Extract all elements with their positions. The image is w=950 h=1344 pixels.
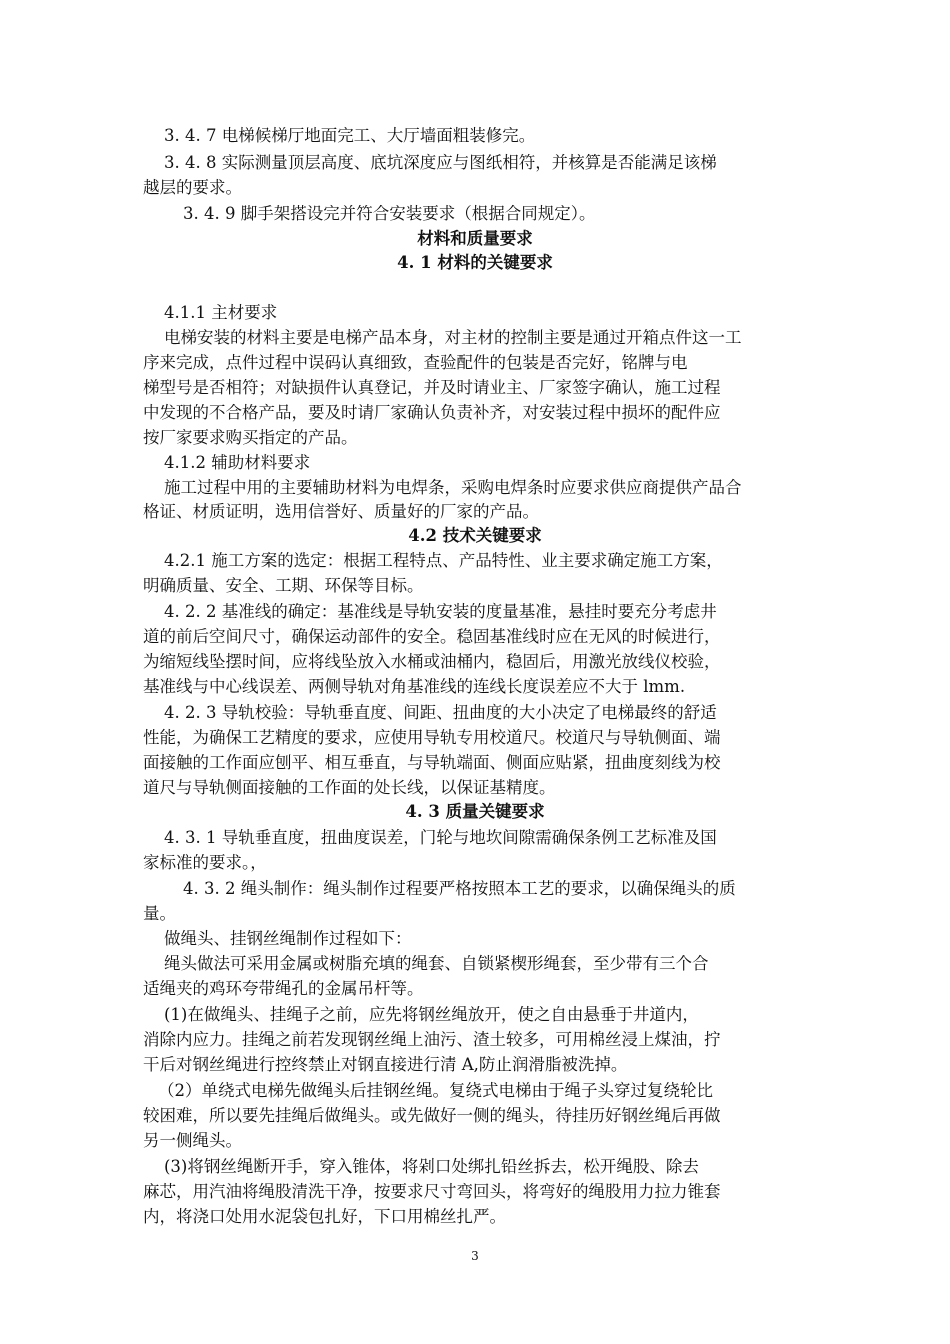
paragraph-line: 明确质量、安全、工期、环保等目标。	[143, 576, 424, 595]
paragraph-line: 做绳头、挂钢丝绳制作过程如下：	[164, 929, 412, 948]
section-heading-4-2: 4.2 技术关键要求	[408, 526, 542, 545]
paragraph-line: 施工过程中用的主要辅助材料为电焊条，采购电焊条时应要求供应商提供产品合	[164, 478, 742, 497]
subheading-4-1-1: 4.1.1 主材要求	[164, 303, 278, 322]
paragraph-line: 面接触的工作面应刨平、相互垂直，与导轨端面、侧面应贴紧，扭曲度刻线为校	[143, 753, 721, 772]
clause-3-4-7: 3. 4. 7 电梯候梯厅地面完工、大厅墙面粗装修完。	[164, 126, 536, 145]
paragraph-line: 干后对钢丝绳进行控终禁止对钢直接进行清 A,防止润滑脂被洗掉。	[143, 1055, 628, 1074]
paragraph-line: 中发现的不合格产品，要及时请厂家确认负责补齐，对安装过程中损坏的配件应	[143, 403, 721, 422]
clause-3-4-9: 3. 4. 9 脚手架搭设完并符合安装要求（根据合同规定）。	[183, 204, 596, 223]
paragraph-line: 为缩短线坠摆时间，应将线坠放入水桶或油桶内，稳固后，用激光放线仪校验，	[143, 652, 721, 671]
clause-4-3-2: 4. 3. 2 绳头制作：绳头制作过程要严格按照本工艺的要求，以确保绳头的质	[183, 879, 736, 898]
paragraph-line: 消除内应力。挂绳之前若发现钢丝绳上油污、渣土较多，可用棉丝浸上煤油，拧	[143, 1030, 721, 1049]
clause-4-2-1: 4.2.1 施工方案的选定：根据工程特点、产品特性、业主要求确定施工方案，	[164, 551, 723, 570]
page-number: 3	[471, 1249, 479, 1263]
section-heading-4-1: 4. 1 材料的关键要求	[397, 253, 553, 272]
clause-3-4-8: 3. 4. 8 实际测量顶层高度、底坑深度应与图纸相符，并核算是否能满足该梯	[164, 153, 717, 172]
paragraph-line: 序来完成，点件过程中误码认真细致，查验配件的包装是否完好，铭牌与电	[143, 353, 688, 372]
clause-4-2-3: 4. 2. 3 导轨校验：导轨垂直度、间距、扭曲度的大小决定了电梯最终的舒适	[164, 703, 717, 722]
clause-4-3-1: 4. 3. 1 导轨垂直度，扭曲度误差，门轮与地坎间隙需确保条例工艺标准及国	[164, 828, 717, 847]
step-1: (1)在做绳头、挂绳子之前，应先将钢丝绳放开，使之自由悬垂于井道内，	[164, 1005, 699, 1024]
section-heading-materials-quality: 材料和质量要求	[417, 229, 533, 248]
paragraph-line: 内，将浇口处用水泥袋包扎好，下口用棉丝扎严。	[143, 1207, 506, 1226]
clause-4-2-2: 4. 2. 2 基准线的确定：基准线是导轨安装的度量基准，悬挂时要充分考虑井	[164, 602, 717, 621]
paragraph-line: 麻芯，用汽油将绳股清洗干净，按要求尺寸弯回头，将弯好的绳股用力拉力锥套	[143, 1182, 721, 1201]
paragraph-line: 基准线与中心线误差、两侧导轨对角基准线的连线长度误差应不大于 lmm.	[143, 677, 686, 696]
paragraph-line: 绳头做法可采用金属或树脂充填的绳套、自锁紧楔形绳套，至少带有三个合	[164, 954, 709, 973]
subheading-4-1-2: 4.1.2 辅助材料要求	[164, 453, 311, 472]
paragraph-line: 电梯安装的材料主要是电梯产品本身，对主材的控制主要是通过开箱点件这一工	[164, 328, 742, 347]
paragraph-line: 道尺与导轨侧面接触的工作面的处长线，以保证基精度。	[143, 778, 556, 797]
clause-3-4-8-cont: 越层的要求。	[143, 178, 242, 197]
step-3: (3)将钢丝绳断开手，穿入锥体，将剁口处绑扎铅丝拆去，松开绳股、除去	[164, 1157, 699, 1176]
paragraph-line: 性能，为确保工艺精度的要求，应使用导轨专用校道尺。校道尺与导轨侧面、端	[143, 728, 721, 747]
paragraph-line: 量。	[143, 904, 176, 923]
paragraph-line: 较困难，所以要先挂绳后做绳头。或先做好一侧的绳头，待挂历好钢丝绳后再做	[143, 1106, 721, 1125]
step-2: （2）单绕式电梯先做绳头后挂钢丝绳。复绕式电梯由于绳子头穿过复绕轮比	[158, 1081, 713, 1100]
paragraph-line: 家标准的要求。，	[143, 853, 267, 872]
paragraph-line: 梯型号是否相符；对缺损件认真登记，并及时请业主、厂家签字确认，施工过程	[143, 378, 721, 397]
paragraph-line: 另一侧绳头。	[143, 1131, 242, 1150]
paragraph-line: 按厂家要求购买指定的产品。	[143, 428, 358, 447]
paragraph-line: 格证、材质证明，选用信誉好、质量好的厂家的产品。	[143, 502, 539, 521]
paragraph-line: 适绳夹的鸡环夸带绳孔的金属吊杆等。	[143, 979, 424, 998]
paragraph-line: 道的前后空间尺寸，确保运动部件的安全。稳固基准线时应在无风的时候进行，	[143, 627, 721, 646]
section-heading-4-3: 4. 3 质量关键要求	[405, 802, 545, 821]
